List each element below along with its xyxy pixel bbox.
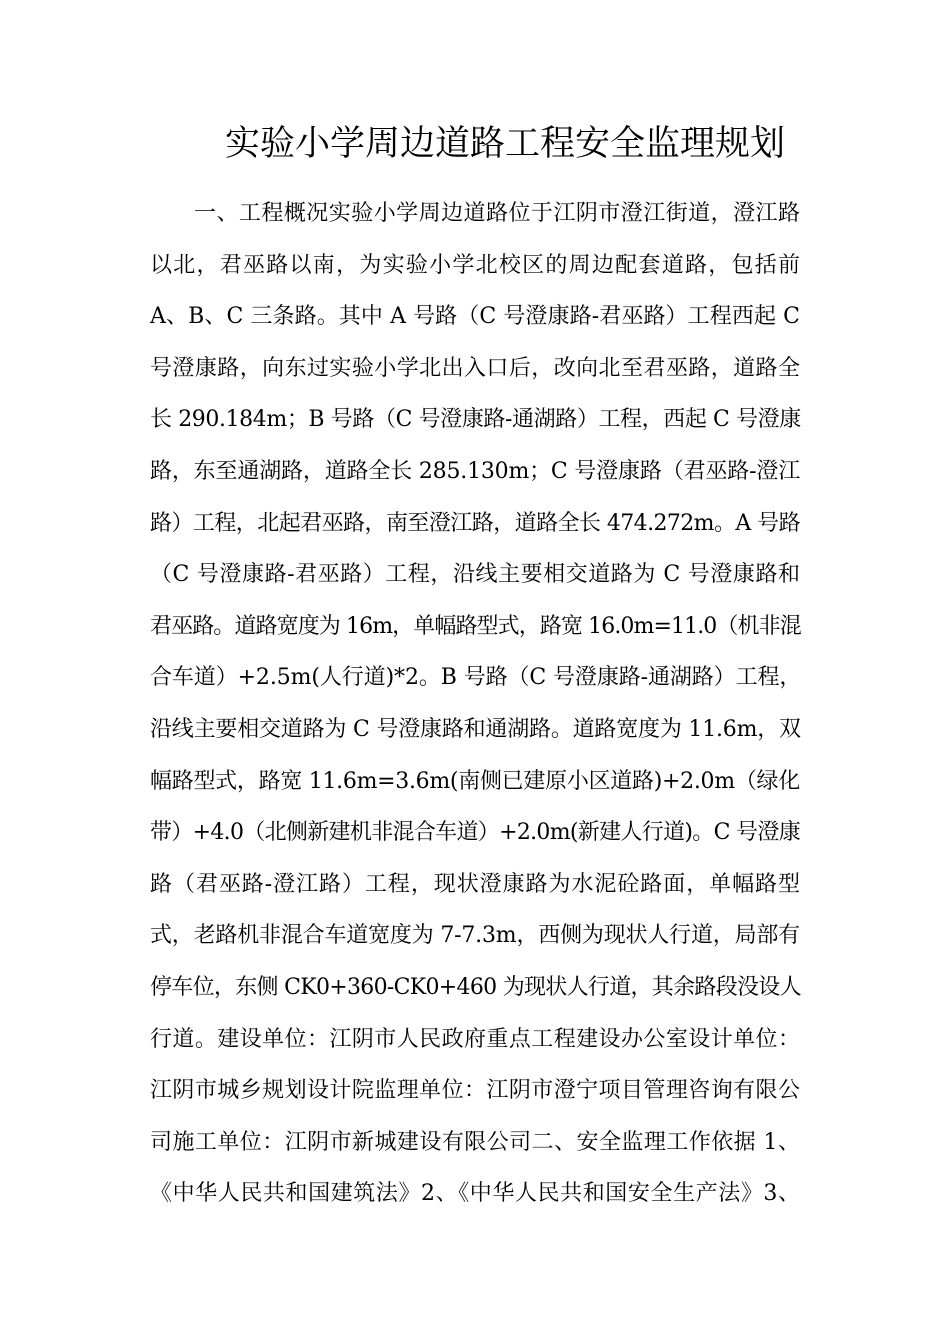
body-line: 君巫路。道路宽度为 16m，单幅路型式，路宽 16.0m=11.0（机非混 [150, 613, 801, 639]
body-line: 路，东至通湖路，道路全长 285.130m；C 号澄康路（君巫路-澄江 [150, 458, 800, 484]
body-line: 幅路型式，路宽 11.6m=3.6m(南侧已建原小区道路)+2.0m（绿化 [150, 768, 800, 794]
body-line: 以北，君巫路以南，为实验小学北校区的周边配套道路，包括前 [150, 252, 800, 278]
body-line: 沿线主要相交道路为 C 号澄康路和通湖路。道路宽度为 11.6m，双 [150, 716, 801, 742]
body-line: 路）工程，北起君巫路，南至澄江路，道路全长 474.272m。A 号路 [150, 510, 800, 536]
document-title: 实验小学周边道路工程安全监理规划 [224, 124, 785, 164]
body-line: 一、工程概况实验小学周边道路位于江阴市澄江街道，澄江路 [194, 201, 800, 226]
body-line: 停车位，东侧 CK0+360-CK0+460 为现状人行道，其余路段没设人 [150, 974, 801, 1000]
body-line: 司施工单位：江阴市新城建设有限公司二、安全监理工作依据 1、 [150, 1129, 800, 1155]
body-line: 式，老路机非混合车道宽度为 7-7.3m，西侧为现状人行道，局部有 [150, 923, 800, 949]
body-line: 带）+4.0（北侧新建机非混合车道）+2.0m(新建人行道)。C 号澄康 [150, 820, 800, 846]
body-line: 长 290.184m；B 号路（C 号澄康路-通湖路）工程，西起 C 号澄康 [150, 407, 801, 433]
body-line: 路（君巫路-澄江路）工程，现状澄康路为水泥砼路面，单幅路型 [150, 871, 800, 897]
body-line: 《中华人民共和国建筑法》2、《中华人民共和国安全生产法》3、 [150, 1181, 800, 1207]
body-line: 行道。建设单位：江阴市人民政府重点工程建设办公室设计单位： [150, 1026, 800, 1052]
body-line: A、B、C 三条路。其中 A 号路（C 号澄康路-君巫路）工程西起 C [150, 304, 800, 330]
body-line: 江阴市城乡规划设计院监理单位：江阴市澄宁项目管理咨询有限公 [150, 1078, 800, 1104]
body-line: 号澄康路，向东过实验小学北出入口后，改向北至君巫路，道路全 [150, 355, 800, 381]
document-body [150, 188, 800, 1220]
body-line: （C 号澄康路-君巫路）工程，沿线主要相交道路为 C 号澄康路和 [150, 562, 800, 588]
body-line: 合车道）+2.5m(人行道)*2。B 号路（C 号澄康路-通湖路）工程， [150, 665, 802, 691]
